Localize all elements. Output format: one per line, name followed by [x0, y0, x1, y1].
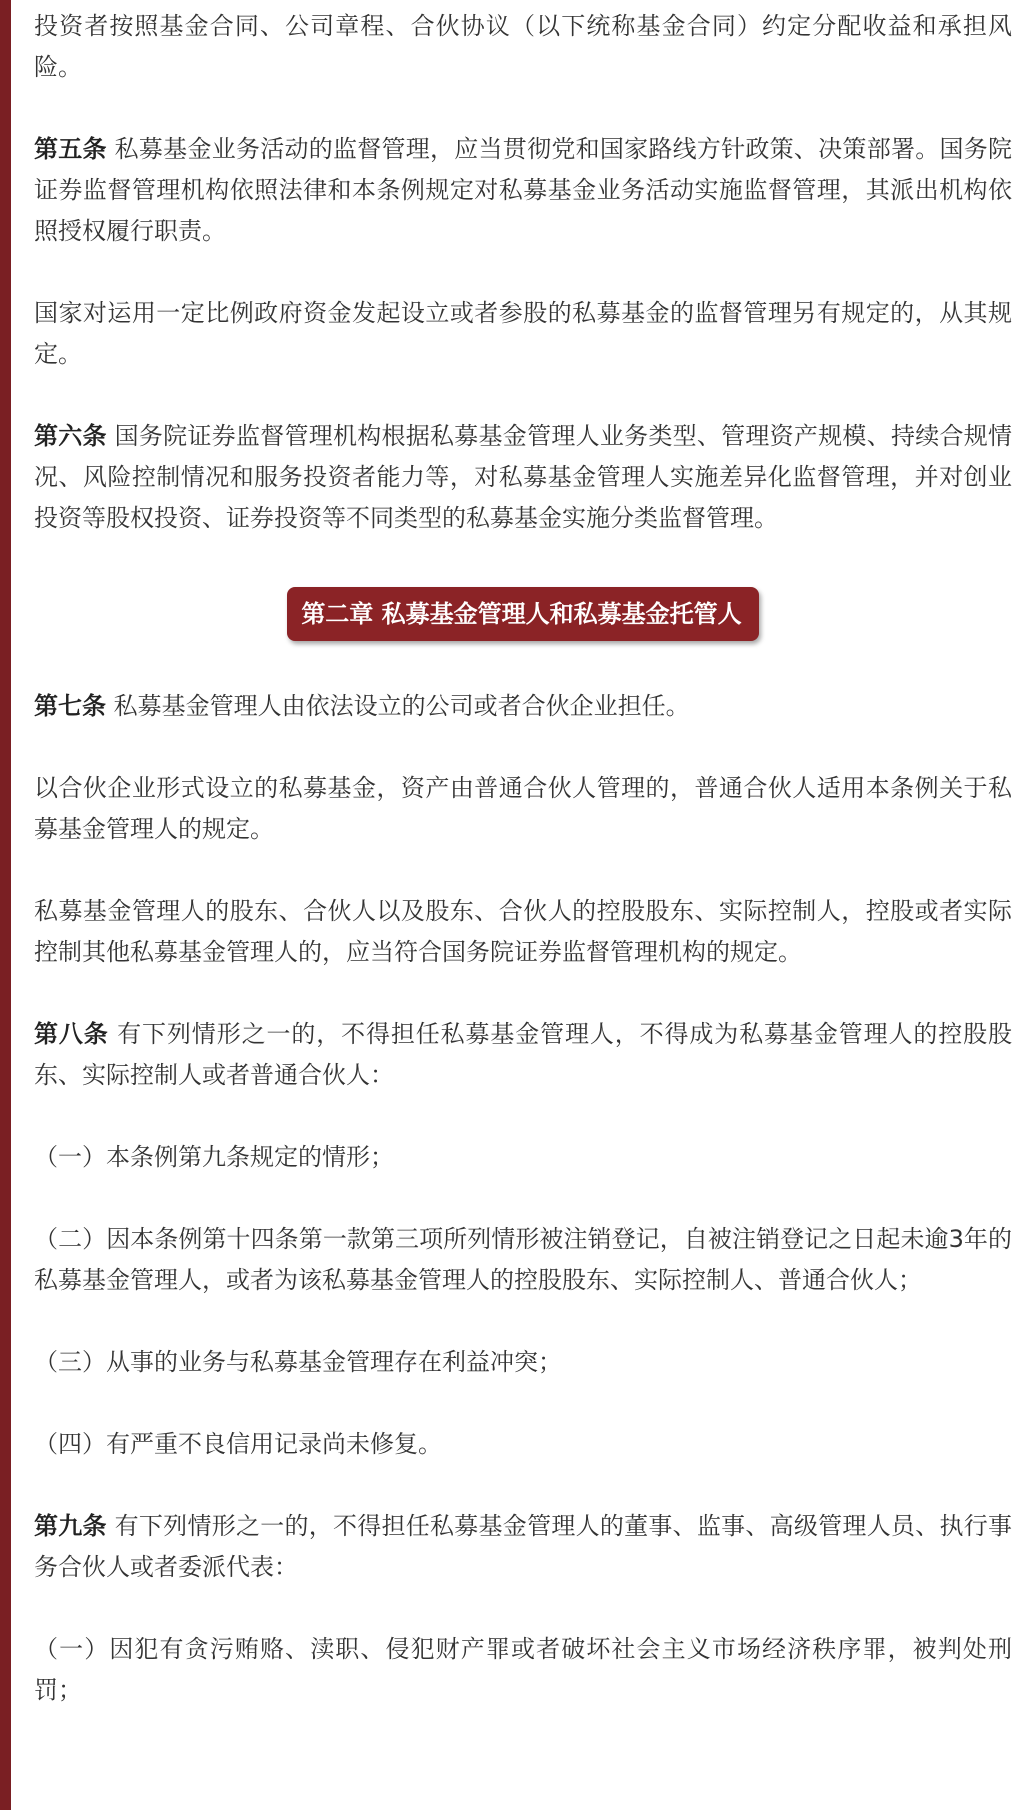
article-9-label: 第九条: [34, 1512, 107, 1540]
article-8: [34, 1014, 1012, 1096]
paragraph-government-funds: 国家对运用一定比例政府资金发起设立或者参股的私募基金的监督管理另有规定的，从其规定。: [34, 299, 1012, 368]
article-7: [34, 686, 1012, 727]
article-6: [34, 416, 1012, 539]
left-border-rule: [0, 0, 11, 1810]
article-9: [34, 1506, 1012, 1588]
article-5-label: 第五条: [34, 135, 107, 163]
article-6-text: 国务院证券监督管理机构根据私募基金管理人业务类型、管理资产规模、持续合规情况、风险控制情况和服务投资者能力等，对私募基金管理人实施差异化监督管理，并对创业投资等股权投资、证券投资等不同类型的私募基金实施分类监督管理。: [34, 422, 1012, 532]
article-8-item-3: （三）从事的业务与私募基金管理存在利益冲突；: [34, 1348, 562, 1376]
article-8-text: 有下列情形之一的，不得担任私募基金管理人，不得成为私募基金管理人的控股股东、实际控制人或者普通合伙人：: [34, 1020, 1012, 1089]
chapter-2-heading-wrap: [34, 587, 1012, 641]
article-body: [34, 6, 1012, 1711]
article-9-text: 有下列情形之一的，不得担任私募基金管理人的董事、监事、高级管理人员、执行事务合伙人或者委派代表：: [34, 1512, 1012, 1581]
article-8-label: 第八条: [34, 1020, 109, 1048]
article-6-label: 第六条: [34, 422, 107, 450]
article-5-text: 私募基金业务活动的监督管理，应当贯彻党和国家路线方针政策、决策部署。国务院证券监督管理机构依照法律和本条例规定对私募基金业务活动实施监督管理，其派出机构依照授权履行职责。: [34, 135, 1012, 245]
article-8-item-4: （四）有严重不良信用记录尚未修复。: [34, 1430, 442, 1458]
paragraph-shareholders: 私募基金管理人的股东、合伙人以及股东、合伙人的控股股东、实际控制人，控股或者实际控制其他私募基金管理人的，应当符合国务院证券监督管理机构的规定。: [34, 897, 1012, 966]
paragraph-partnership-fund: 以合伙企业形式设立的私募基金，资产由普通合伙人管理的，普通合伙人适用本条例关于私募基金管理人的规定。: [34, 774, 1012, 843]
article-5: [34, 129, 1012, 252]
article-7-text: 私募基金管理人由依法设立的公司或者合伙企业担任。: [106, 692, 690, 720]
article-7-label: 第七条: [34, 692, 106, 720]
chapter-2-heading: 第二章 私募基金管理人和私募基金托管人: [287, 587, 758, 641]
article-8-item-2: （二）因本条例第十四条第一款第三项所列情形被注销登记，自被注销登记之日起未逾3年的私募基金管理人，或者为该私募基金管理人的控股股东、实际控制人、普通合伙人；: [34, 1225, 1012, 1294]
article-8-item-1: （一）本条例第九条规定的情形；: [34, 1143, 394, 1171]
paragraph-investor-returns: 投资者按照基金合同、公司章程、合伙协议（以下统称基金合同）约定分配收益和承担风险。: [34, 12, 1012, 81]
article-9-item-1: （一）因犯有贪污贿赂、渎职、侵犯财产罪或者破坏社会主义市场经济秩序罪，被判处刑罚；: [34, 1635, 1012, 1704]
